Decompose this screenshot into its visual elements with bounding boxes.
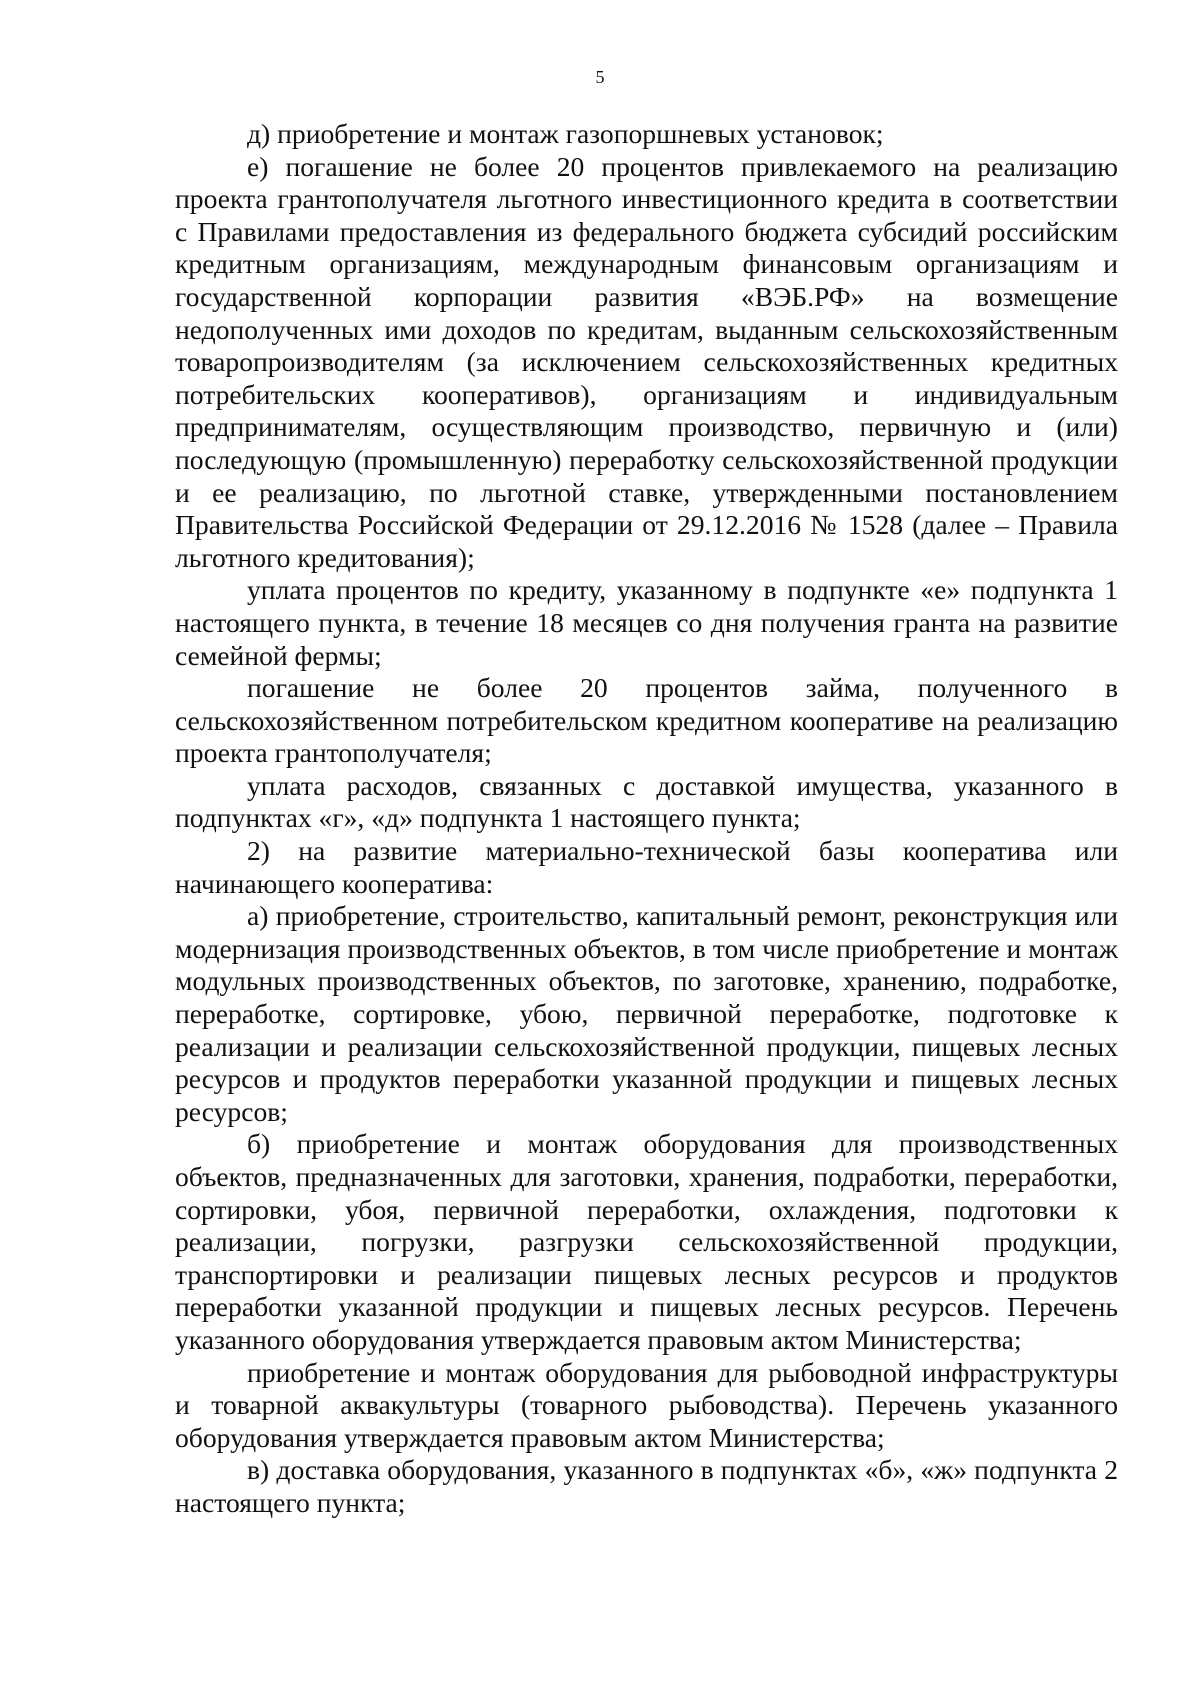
- paragraph-a-production-objects: а) приобретение, строительство, капитальный ремонт, реконструкция или модернизация производственных объектов, в том числе приобретение и монтаж модульных производственных объектов, по заготовке, хранению, подработке, переработке, сортировке, убою, первичной переработке, подготовке к реализации и реализации сельскохозяйственной продукции, пищевых лесных ресурсов и продуктов переработки указанной продукции и пищевых лесных ресурсов;: [175, 900, 1118, 1127]
- page-number: 5: [595, 67, 605, 87]
- paragraph-v-equipment-delivery: в) доставка оборудования, указанного в подпунктах «б», «ж» подпункта 2 настоящего пункта;: [175, 1454, 1118, 1518]
- paragraph-b-equipment: б) приобретение и монтаж оборудования для производственных объектов, предназначенных для заготовки, хранения, подработки, переработки, сортировки, убоя, первичной переработки, охлаждения, подготовки к реализации, погрузки, разгрузки сельскохозяйственной продукции, транспортировки и реализации пищевых лесных ресурсов и продуктов переработки указанной продукции и пищевых лесных ресурсов. Перечень указанного оборудования утверждается правовым актом Министерства;: [175, 1128, 1118, 1355]
- paragraph-e-loan-repayment: е) погашение не более 20 процентов привлекаемого на реализацию проекта грантополучателя льготного инвестиционного кредита в соответствии с Правилами предоставления из федерального бюджета субсидий российским кредитным организациям, международным финансовым организациям и государственной корпорации развития «ВЭБ.РФ» на возмещение недополученных ими доходов по кредитам, выданным сельскохозяйственным товаропроизводителям (за исключением сельскохозяйственных кредитных потребительских кооперативов), организациям и индивидуальным предпринимателям, осуществляющим производство, первичную и (или) последующую (промышленную) переработку сельскохозяйственной продукции и ее реализацию, по льготной ставке, утвержденными постановлением Правительства Российской Федерации от 29.12.2016 № 1528 (далее – Правила льготного кредитования);: [175, 150, 1118, 573]
- paragraph-fish-farming-equipment: приобретение и монтаж оборудования для рыбоводной инфраструктуры и товарной аквакультуры (товарного рыбоводства). Перечень указанного оборудования утверждается правовым актом Министерства;: [175, 1356, 1118, 1453]
- paragraph-interest-payment: уплата процентов по кредиту, указанному в подпункте «е» подпункта 1 настоящего пункта, в течение 18 месяцев со дня получения гранта на развитие семейной фермы;: [175, 574, 1118, 671]
- paragraph-d-gas-piston-units: д) приобретение и монтаж газопоршневых установок;: [247, 118, 884, 149]
- paragraph-delivery-costs: уплата расходов, связанных с доставкой имущества, указанного в подпунктах «г», «д» подпункта 1 настоящего пункта;: [175, 769, 1118, 834]
- paragraph-loan-cooperative: погашение не более 20 процентов займа, полученного в сельскохозяйственном потребительском кредитном кооперативе на реализацию проекта грантополучателя;: [175, 672, 1118, 769]
- document-body: [175, 118, 1118, 1520]
- paragraph-2-cooperative-base: 2) на развитие материально-технической базы кооператива или начинающего кооператива:: [175, 835, 1118, 899]
